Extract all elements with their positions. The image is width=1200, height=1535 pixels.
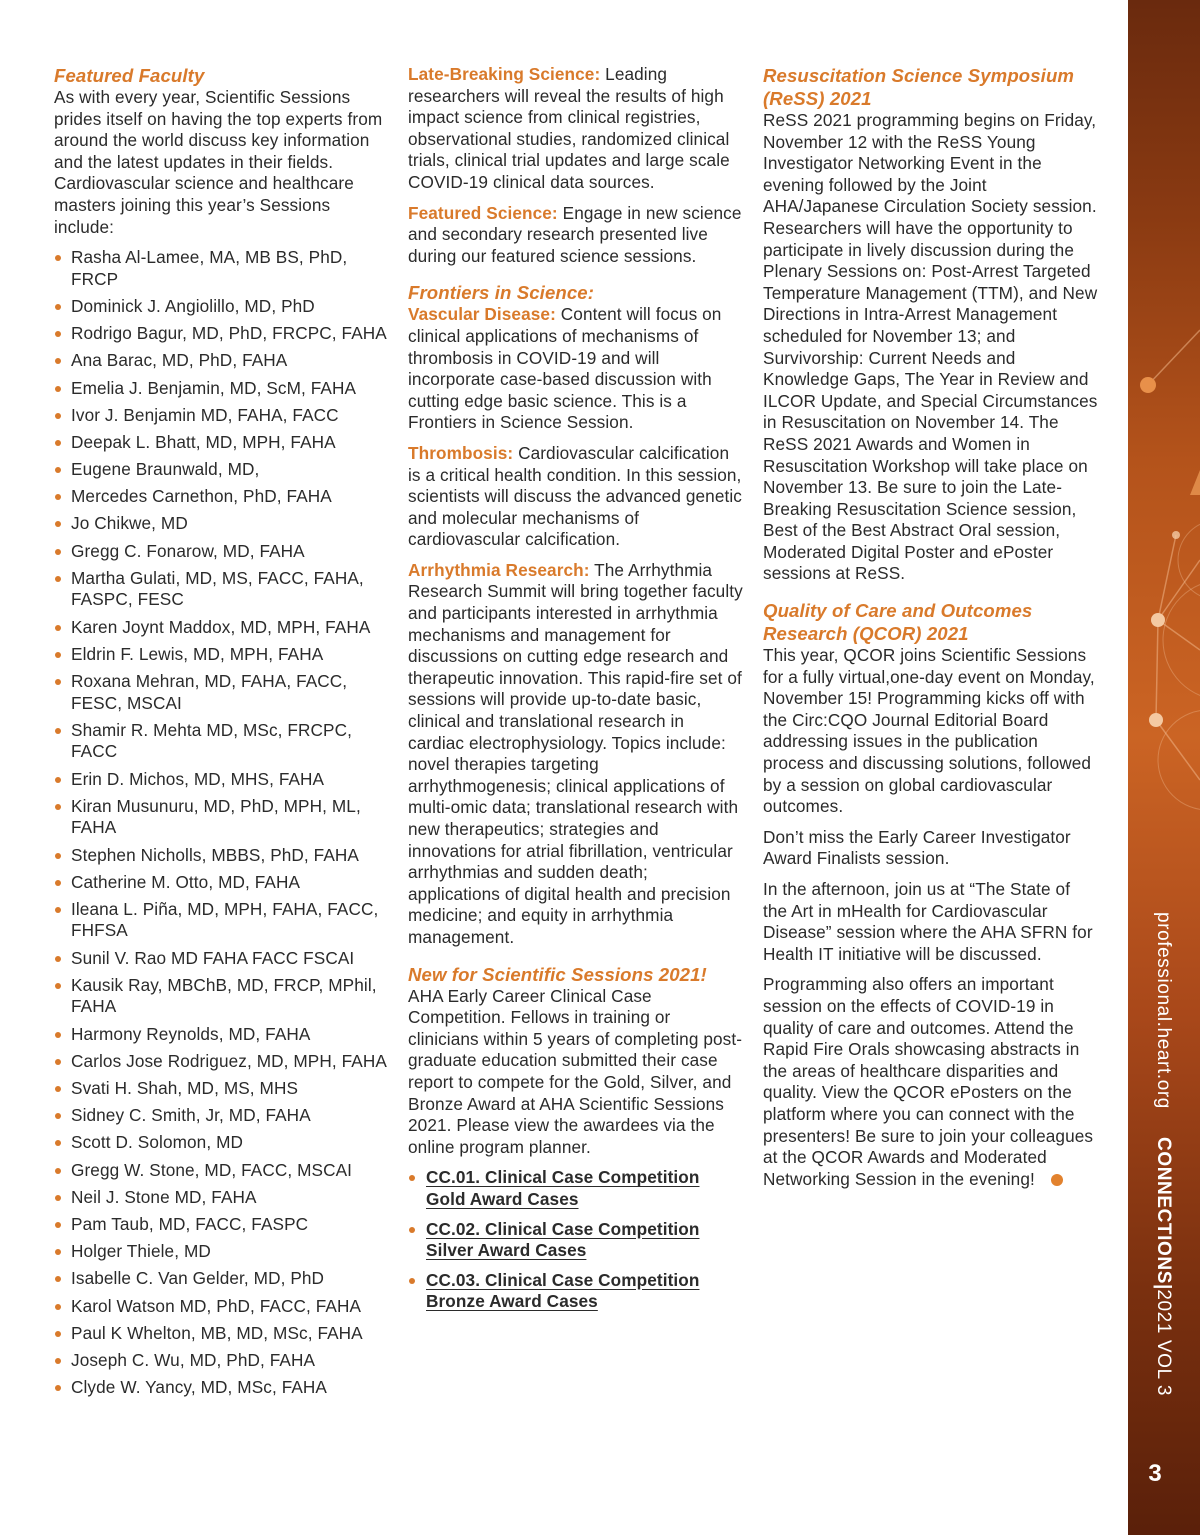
qcor-heading: Quality of Care and Outcomes Research (QCOR) 2021 (763, 600, 1033, 645)
faculty-list-item: Ana Barac, MD, PhD, FAHA (54, 350, 389, 372)
faculty-list-item: Mercedes Carnethon, PhD, FAHA (54, 486, 389, 508)
featured-science-label: Featured Science: (408, 202, 558, 223)
featured-faculty-column (54, 64, 389, 1404)
faculty-list-item: Neil J. Stone MD, FAHA (54, 1187, 389, 1209)
sessions-column (408, 64, 743, 1321)
publication-brand: CONNECTIONS (1153, 1136, 1174, 1284)
faculty-list-item: Kiran Musunuru, MD, PhD, MPH, ML, FAHA (54, 796, 389, 839)
faculty-list-item: Gregg W. Stone, MD, FACC, MSCAI (54, 1160, 389, 1182)
thrombosis-paragraph (408, 443, 743, 551)
featured-faculty-intro: As with every year, Scientific Sessions prides itself on having the top experts from around the world discuss key information and the latest updates in their fields. Cardiovascular science and healthcare masters joining this year’s Sessions include: (54, 87, 383, 237)
faculty-list-item: Sunil V. Rao MD FAHA FACC FSCAI (54, 948, 389, 970)
faculty-list-item: Scott D. Solomon, MD (54, 1132, 389, 1154)
faculty-list-item: Joseph C. Wu, MD, PhD, FAHA (54, 1350, 389, 1372)
qcor-paragraph-4-text: Programming also offers an important session on the effects of COVID-19 in quality of care and outcomes. Attend the Rapid Fire Orals showcasing abstracts in the areas of healthcare disparities and quality. View the QCOR ePosters on the platform where you can connect with the presenters! Be sure to join your colleagues at the QCOR Awards and Moderated Networking Session in the evening! (763, 974, 1094, 1189)
faculty-list-item: Holger Thiele, MD (54, 1241, 389, 1263)
faculty-list-item: Gregg C. Fonarow, MD, FAHA (54, 541, 389, 563)
qcor-paragraph-3: In the afternoon, join us at “The State of the Art in mHealth for Cardiovascular Disease” session where the AHA SFRN for Health IT initiative will be discussed. (763, 879, 1093, 964)
faculty-list-item: Dominick J. Angiolillo, MD, PhD (54, 296, 389, 318)
faculty-list-item: Pam Taub, MD, FACC, FASPC (54, 1214, 389, 1236)
faculty-list-item: Harmony Reynolds, MD, FAHA (54, 1024, 389, 1046)
silver-award-link[interactable]: CC.02. Clinical Case Competition Silver Award Cases (426, 1218, 700, 1261)
faculty-list-item: Emelia J. Benjamin, MD, ScM, FAHA (54, 378, 389, 400)
faculty-list-item: Isabelle C. Van Gelder, MD, PhD (54, 1268, 389, 1290)
volume-label: 2021 VOL 3 (1153, 1289, 1174, 1397)
faculty-list-item: Clyde W. Yancy, MD, MSc, FAHA (54, 1377, 389, 1399)
symposia-column (763, 64, 1098, 1199)
end-mark-icon (1051, 1174, 1063, 1186)
featured-faculty-heading: Featured Faculty (54, 65, 205, 86)
faculty-list-item: Roxana Mehran, MD, FAHA, FACC, FESC, MSCAI (54, 671, 389, 714)
vascular-disease-paragraph (408, 304, 743, 434)
arrhythmia-research-text: The Arrhythmia Research Summit will bring together faculty and participants interested in arrhythmia mechanisms and management for discussions on cutting edge research and therapeutic innovation. This rapid-fire set of sessions will provide up-to-date basic, clinical and translational research in cardiac electrophysiology. Topics include: novel therapies targeting arrhythmogenesis; clinical applications of multi-omic data; translational research with new therapeutics; strategies and innovations for atrial fibrillation, ventricular arrhythmias and sudden death; applications of digital health and precision medicine; and equity in arrhythmia management. (408, 559, 743, 947)
award-list-item (408, 1219, 743, 1262)
thrombosis-label: Thrombosis: (408, 442, 514, 463)
faculty-list-item: Jo Chikwe, MD (54, 513, 389, 535)
thrombosis-text: Cardiovascular calcification is a critical health condition. In this session, scientists will discuss the advanced genetic and molecular mechanisms of cardiovascular calcification. (408, 442, 742, 550)
faculty-list-item: Rasha Al-Lamee, MA, MB BS, PhD, FRCP (54, 247, 389, 290)
faculty-list-item: Eldrin F. Lewis, MD, MPH, FAHA (54, 644, 389, 666)
featured-science-paragraph (408, 203, 743, 268)
faculty-list-item: Ivor J. Benjamin MD, FAHA, FACC (54, 405, 389, 427)
award-list-item (408, 1167, 743, 1210)
faculty-list-item: Karen Joynt Maddox, MD, MPH, FAHA (54, 617, 389, 639)
faculty-list (54, 247, 389, 1399)
qcor-paragraph-4 (763, 974, 1098, 1190)
arrhythmia-research-label: Arrhythmia Research: (408, 559, 590, 580)
bronze-award-link[interactable]: CC.03. Clinical Case Competition Bronze Award Cases (426, 1269, 700, 1312)
faculty-list-item: Eugene Braunwald, MD, (54, 459, 389, 481)
featured-science-text: Engage in new science and secondary research presented live during our featured science sessions. (408, 202, 742, 266)
frontiers-heading: Frontiers in Science: (408, 282, 595, 304)
faculty-list-item: Rodrigo Bagur, MD, PhD, FRCPC, FAHA (54, 323, 389, 345)
faculty-list-item: Karol Watson MD, PhD, FACC, FAHA (54, 1296, 389, 1318)
faculty-list-item: Deepak L. Bhatt, MD, MPH, FAHA (54, 432, 389, 454)
vascular-disease-text: Content will focus on clinical applications of mechanisms of thrombosis in COVID-19 and will incorporate case-based discussion with cutting edge basic science. This is a Frontiers in Science Session. (408, 304, 722, 433)
faculty-list-item: Svati H. Shah, MD, MS, MHS (54, 1078, 389, 1100)
qcor-paragraph-2: Don’t miss the Early Career Investigator Award Finalists session. (763, 826, 1071, 869)
new-for-sessions-heading: New for Scientific Sessions 2021! (408, 963, 707, 985)
separator: | (1153, 1283, 1174, 1290)
late-breaking-science-label: Late-Breaking Science: (408, 64, 601, 84)
arrhythmia-research-paragraph (408, 560, 743, 949)
ress-text: ReSS 2021 programming begins on Friday, November 12 with the ReSS Young Investigator Networking Event in the evening followed by the Joint AHA/Japanese Circulation Society session. Researchers will have the opportunity to participate in lively discussion during the Plenary Sessions on: Post-Arrest Targeted Temperature Management (TTM), and New Directions in Intra-Arrest Management scheduled for November 13; and Survivorship: Current Needs and Knowledge Gaps, The Year in Review and ILCOR Update, and Special Circumstances in Resuscitation on November 14. The ReSS 2021 Awards and Women in Resuscitation Workshop will take place on November 13. Be sure to join the Late-Breaking Resuscitation Science session, Best of the Best Abstract Oral session, Moderated Digital Poster and ePoster sessions at ReSS. (763, 110, 1098, 584)
qcor-paragraph-1: This year, QCOR joins Scientific Sessions for a fully virtual,one-day event on Monday, November 15! Programming kicks off with the Circ:CQO Journal Editorial Board addressing issues in the publication process and discussing solutions, followed by a session on global cardiovascular outcomes. (763, 645, 1095, 817)
vascular-disease-label: Vascular Disease: (408, 304, 556, 325)
page-number: 3 (1148, 1460, 1162, 1487)
gold-award-link[interactable]: CC.01. Clinical Case Competition Gold Award Cases (426, 1167, 700, 1209)
website-url: professional.heart.org (1153, 912, 1174, 1109)
faculty-list-item: Ileana L. Piña, MD, MPH, FAHA, FACC, FHFSA (54, 899, 389, 942)
faculty-list-item: Erin D. Michos, MD, MHS, FAHA (54, 769, 389, 791)
award-list-item (408, 1270, 743, 1313)
ress-heading: Resuscitation Science Symposium (ReSS) 2021 (763, 65, 1075, 109)
faculty-list-item: Sidney C. Smith, Jr, MD, FAHA (54, 1105, 389, 1127)
new-for-sessions-text: AHA Early Career Clinical Case Competition. Fellows in training or clinicians within 5 years of completing post-graduate education submitted their case report to compete for the Gold, Silver, and Bronze Award at AHA Scientific Sessions 2021. Please view the awardees via the online program planner. (408, 985, 743, 1157)
sidebar-label (1146, 912, 1180, 1397)
faculty-list-item: Stephen Nicholls, MBBS, PhD, FAHA (54, 845, 389, 867)
faculty-list-item: Carlos Jose Rodriguez, MD, MPH, FAHA (54, 1051, 389, 1073)
late-breaking-science-text: Leading researchers will reveal the results of high impact science from clinical registries, observational studies, randomized clinical trials, clinical trial updates and large scale COVID-19 clinical data sources. (408, 64, 730, 192)
late-breaking-science-paragraph (408, 64, 743, 194)
faculty-list-item: Martha Gulati, MD, MS, FACC, FAHA, FASPC, FESC (54, 568, 389, 611)
faculty-list-item: Shamir R. Mehta MD, MSc, FRCPC, FACC (54, 720, 389, 763)
faculty-list-item: Catherine M. Otto, MD, FAHA (54, 872, 389, 894)
faculty-list-item: Kausik Ray, MBChB, MD, FRCP, MPhil, FAHA (54, 975, 389, 1018)
faculty-list-item: Paul K Whelton, MB, MD, MSc, FAHA (54, 1323, 389, 1345)
award-links-list (408, 1167, 743, 1313)
